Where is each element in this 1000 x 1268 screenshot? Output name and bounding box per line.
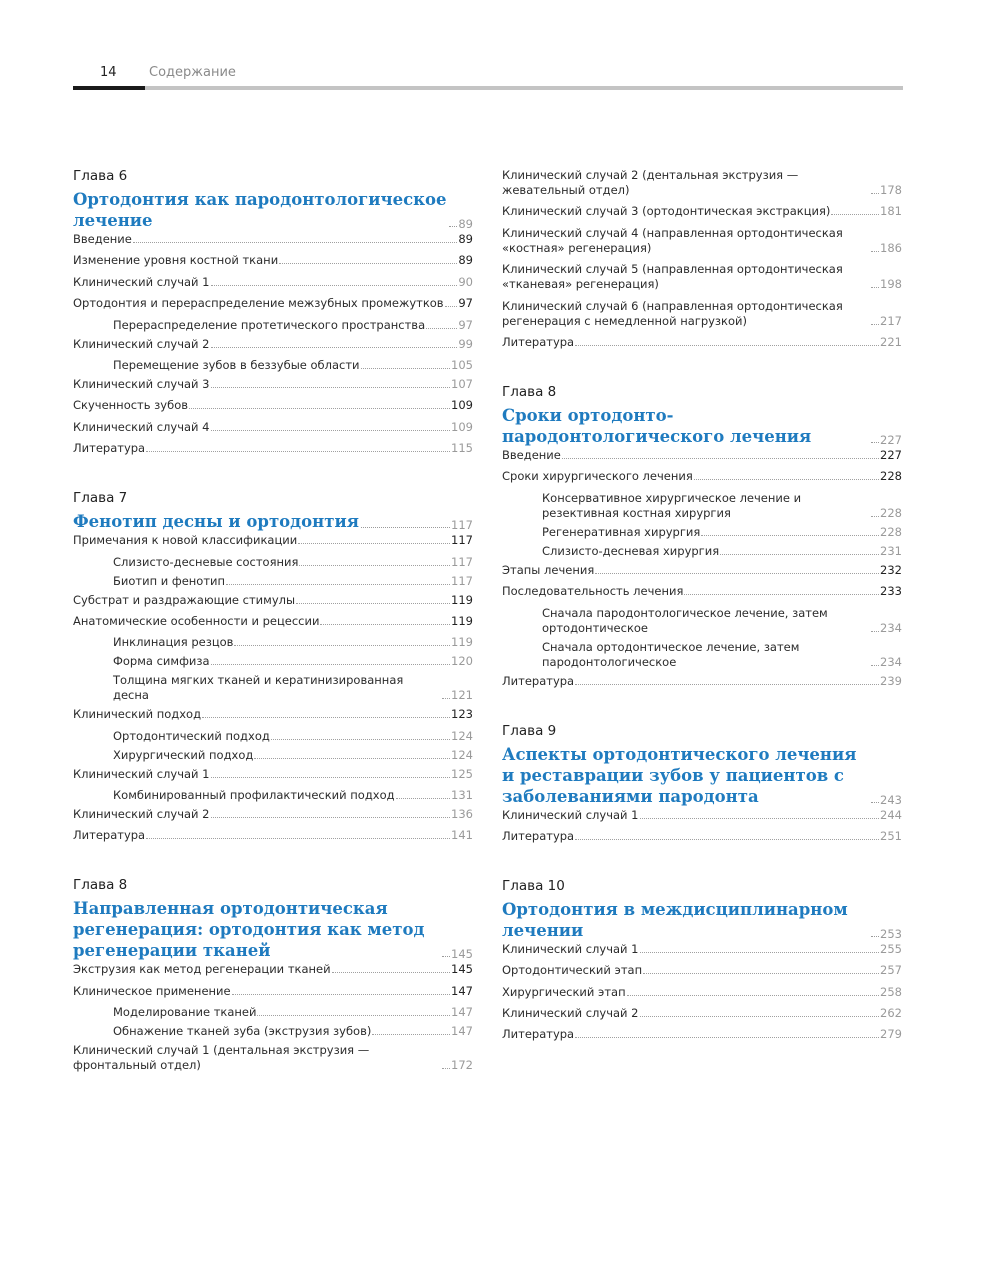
toc-entry-page: 105 [451, 357, 473, 372]
dot-leader [299, 565, 450, 566]
dot-leader [426, 328, 457, 329]
toc-entry[interactable] [73, 232, 473, 247]
toc-entry-title: Введение [73, 232, 132, 246]
toc-entry-title: Введение [502, 447, 561, 462]
toc-entry-title: Клинический случай 2 [73, 807, 210, 822]
chapter-block [73, 168, 473, 456]
dot-leader [296, 603, 450, 604]
toc-entry-title: Ортодонтический подход [113, 728, 270, 743]
toc-entry[interactable] [73, 984, 473, 999]
toc-entry-page: 123 [451, 707, 473, 722]
toc-entry[interactable] [73, 420, 473, 435]
toc-entry[interactable] [502, 168, 902, 198]
toc-entry-title: Перемещение зубов в беззубые области [113, 357, 360, 372]
dot-leader [871, 631, 879, 632]
toc-entry[interactable] [502, 299, 902, 329]
toc-entry-page: 234 [880, 620, 902, 635]
toc-entry-page: 99 [458, 336, 473, 351]
toc-entry-title: Клинический случай 6 (направленная ортодонтическая регенерация с немедленной нагрузкой) [502, 298, 843, 328]
dot-leader [202, 717, 450, 718]
toc-entry[interactable] [73, 337, 473, 352]
toc-entry[interactable] [73, 707, 473, 722]
dot-leader [320, 624, 450, 625]
dot-leader [372, 1034, 450, 1035]
chapter-title[interactable] [502, 899, 902, 941]
chapter-page-number: 89 [458, 217, 473, 231]
dot-leader [146, 451, 450, 452]
toc-entry-title: Клинический случай 2 [502, 1006, 639, 1021]
dot-leader [449, 226, 457, 227]
toc-entry-title: Литература [502, 334, 575, 349]
toc-entry[interactable] [73, 533, 473, 548]
chapter-label: Глава 8 [73, 877, 128, 894]
dot-leader [211, 664, 450, 665]
toc-entry-page: 172 [451, 1058, 473, 1073]
dot-leader [643, 973, 879, 974]
toc-entry-title: Клинический случай 1 [73, 766, 210, 781]
toc-entry-title: Клинический случай 3 (ортодонтическая экстракция) [502, 204, 831, 219]
chapter-title-text: Ортодонтия в междисциплинарном лечении [502, 899, 848, 940]
toc-entry-title: Перераспределение протетического пространства [113, 317, 426, 332]
toc-entry-page: 234 [880, 654, 902, 669]
toc-entry-page: 121 [451, 688, 473, 703]
toc-entry-title: Литература [73, 441, 146, 456]
toc-entry-page: 147 [451, 983, 473, 998]
toc-entry-page: 233 [880, 584, 902, 599]
toc-entry-title: Клинический случай 1 (дентальная экструзия — фронтальный отдел) [73, 1043, 370, 1073]
dot-leader [254, 758, 450, 759]
toc-entry[interactable] [73, 729, 473, 744]
dot-leader [640, 1016, 880, 1017]
chapter-page-number: 227 [880, 432, 902, 447]
dot-leader [211, 347, 458, 348]
dot-leader [442, 698, 450, 699]
dot-leader [298, 543, 450, 544]
toc-entry-page: 227 [880, 447, 902, 462]
toc-entry[interactable] [73, 275, 473, 290]
dot-leader [442, 956, 450, 957]
toc-entry-title: Клинический подход [73, 707, 202, 722]
toc-entry-page: 262 [880, 1006, 902, 1021]
dot-leader [871, 665, 879, 666]
chapter-title-text: Направленная ортодонтическая регенерация: ортодонтия как метод регенерации тканей [73, 899, 425, 961]
toc-entry[interactable] [73, 635, 473, 650]
toc-entry-page: 117 [451, 573, 473, 588]
toc-entry-page: 178 [880, 183, 902, 197]
toc-entry-page: 97 [458, 317, 473, 332]
dot-leader [595, 573, 879, 574]
dot-leader [271, 739, 450, 740]
toc-entry-page: 117 [451, 554, 473, 569]
toc-entry-title: Обнажение тканей зуба (экструзия зубов) [113, 1024, 372, 1039]
toc-entry-title: Инклинация резцов [113, 635, 234, 650]
toc-entry-title: Моделирование тканей [113, 1005, 257, 1020]
dot-leader [442, 1068, 450, 1069]
toc-column-right [502, 168, 902, 1076]
toc-entry-title: Экструзия как метод регенерации тканей [73, 962, 331, 977]
toc-entry[interactable] [502, 584, 902, 599]
toc-entry-title: Консервативное хирургическое лечение и резективная костная хирургия [542, 490, 802, 520]
chapter-title-text: Ортодонтия как пародонтологическое лечение [73, 190, 447, 230]
toc-entry-title: Сначала ортодонтическое лечение, затем пародонтологическое [542, 639, 800, 669]
toc-entry[interactable] [73, 828, 473, 843]
toc-entry[interactable] [73, 962, 473, 977]
toc-entry-title: Слизисто-десневая хирургия [542, 543, 720, 558]
toc-entry[interactable] [502, 963, 902, 978]
chapter-title[interactable] [73, 898, 473, 961]
dot-leader [871, 442, 879, 443]
toc-entry-title: Клинический случай 1 [502, 941, 639, 956]
chapter-block [73, 490, 473, 843]
toc-entry-page: 221 [880, 334, 902, 349]
toc-entry-page: 120 [451, 654, 473, 669]
chapter-page-number: 253 [880, 926, 902, 941]
toc-entry[interactable] [502, 226, 902, 256]
toc-entry-title: Субстрат и раздражающие стимулы [73, 592, 296, 607]
toc-entry[interactable] [73, 767, 473, 782]
toc-entry-page: 131 [451, 788, 473, 803]
page-number: 14 [100, 65, 117, 80]
toc-entry-page: 232 [880, 562, 902, 577]
toc-entry-title: Литература [502, 1027, 575, 1042]
toc-entry[interactable] [73, 555, 473, 570]
toc-entry-title: Сначала пародонтологическое лечение, затем ортодонтическое [542, 605, 828, 635]
toc-entry-page: 217 [880, 313, 902, 328]
toc-entry[interactable] [502, 469, 902, 484]
dot-leader [831, 214, 879, 215]
toc-entry-title: Изменение уровня костной ткани [73, 253, 279, 268]
toc-entry-title: Клинический случай 3 [73, 376, 210, 391]
toc-entry[interactable] [73, 788, 473, 803]
dot-leader [279, 263, 457, 264]
dot-leader [871, 287, 879, 288]
toc-entry-page: 124 [451, 747, 473, 762]
chapter-title-text: Сроки ортодонто-пародонтологического лечения [502, 405, 812, 446]
toc-entry[interactable] [502, 204, 902, 219]
toc-entry-title: Клинический случай 4 [73, 419, 210, 434]
toc-entry-title: Примечания к новой классификации [73, 533, 298, 548]
toc-entry-title: Ортодонтический этап [502, 963, 643, 978]
toc-entry[interactable] [73, 398, 473, 413]
dot-leader [575, 1037, 879, 1038]
toc-entry-title: Хирургический подход [113, 747, 254, 762]
toc-entry[interactable] [73, 574, 473, 589]
dot-leader [146, 838, 450, 839]
dot-leader [701, 535, 879, 536]
dot-leader [575, 839, 879, 840]
toc-entry-page: 228 [880, 524, 902, 539]
dot-leader [133, 242, 458, 243]
chapter-title[interactable] [73, 189, 473, 231]
chapter-label: Глава 7 [73, 490, 128, 507]
toc-entry-page: 117 [451, 533, 473, 548]
toc-entry-title: Последовательность лечения [502, 584, 684, 599]
toc-entry[interactable] [502, 640, 902, 670]
toc-entry-title: Литература [502, 828, 575, 843]
toc-entry-title: Клинический случай 5 (направленная ортодонтическая «тканевая» регенерация) [502, 262, 843, 292]
toc-entry-page: 136 [451, 807, 473, 822]
chapter-label: Глава 8 [502, 383, 557, 400]
chapter-block [502, 168, 902, 350]
toc-entry[interactable] [73, 673, 473, 703]
toc-entry-title: Литература [502, 673, 575, 688]
toc-entry-page: 124 [451, 728, 473, 743]
chapter-title-text: Фенотип десны и ортодонтия [73, 512, 359, 532]
toc-entry-page: 119 [451, 592, 473, 607]
toc-entry-title: Комбинированный профилактический подход [113, 788, 395, 803]
dot-leader [211, 285, 458, 286]
dot-leader [211, 817, 451, 818]
dot-leader [211, 387, 451, 388]
toc-entry-page: 255 [880, 941, 902, 956]
section-title: Содержание [149, 65, 236, 80]
toc-entry-title: Сроки хирургического лечения [502, 469, 693, 484]
header-rule-grey [145, 86, 903, 90]
toc-entry-page: 115 [451, 441, 473, 456]
dot-leader [640, 952, 880, 953]
toc-entry-title: Клинический случай 4 (направленная ортодонтическая «костная» регенерация) [502, 225, 843, 255]
chapter-page-number: 145 [451, 947, 473, 962]
dot-leader [234, 645, 450, 646]
toc-entry[interactable] [73, 593, 473, 608]
toc-entry-title: Анатомические особенности и рецессии [73, 613, 320, 628]
toc-entry-page: 90 [458, 274, 473, 289]
toc-entry-title: Хирургический этап [502, 984, 626, 999]
toc-entry[interactable] [73, 748, 473, 763]
toc-entry[interactable] [73, 318, 473, 333]
dot-leader [226, 584, 450, 585]
toc-entry-title: Клинический случай 1 [502, 807, 639, 822]
dot-leader [575, 684, 879, 685]
toc-entry-title: Скученность зубов [73, 398, 189, 413]
dot-leader [189, 408, 450, 409]
toc-entry-page: 109 [451, 419, 473, 434]
toc-entry-title: Толщина мягких тканей и кератинизированная десна [113, 673, 404, 703]
toc-entry[interactable] [73, 1024, 473, 1039]
toc-entry-page: 181 [880, 204, 902, 219]
dot-leader [361, 527, 450, 528]
dot-leader [871, 251, 879, 252]
toc-entry-page: 147 [451, 1005, 473, 1020]
chapter-title[interactable] [73, 511, 473, 532]
dot-leader [232, 994, 450, 995]
toc-column-left [73, 168, 473, 1107]
dot-leader [396, 798, 450, 799]
chapter-page-number: 117 [451, 518, 473, 533]
toc-entry-page: 279 [880, 1027, 902, 1042]
dot-leader [257, 1015, 450, 1016]
toc-entry-page: 239 [880, 673, 902, 688]
toc-entry-page: 244 [880, 807, 902, 822]
toc-entry[interactable] [73, 253, 473, 268]
toc-entry-page: 228 [880, 469, 902, 484]
toc-entry-title: Слизисто-десневые состояния [113, 554, 299, 569]
chapter-title[interactable] [502, 744, 902, 807]
dot-leader [211, 777, 451, 778]
chapter-title[interactable] [502, 405, 902, 447]
toc-entry-title: Клинический случай 2 [73, 336, 210, 351]
dot-leader [211, 430, 451, 431]
toc-entry[interactable] [502, 563, 902, 578]
chapter-block [502, 723, 902, 844]
toc-entry[interactable] [502, 808, 902, 823]
toc-entry[interactable] [502, 448, 902, 463]
dot-leader [445, 306, 458, 307]
toc-entry-page: 109 [451, 398, 473, 413]
toc-entry[interactable] [502, 1027, 902, 1042]
dot-leader [720, 554, 879, 555]
dot-leader [684, 594, 879, 595]
toc-entry-title: Ортодонтия и перераспределение межзубных промежутков [73, 296, 444, 311]
dot-leader [694, 479, 879, 480]
toc-entry-title: Биотип и фенотип [113, 573, 226, 588]
dot-leader [871, 936, 879, 937]
toc-entry-title: Клинический случай 1 [73, 274, 210, 289]
toc-entry-page: 231 [880, 543, 902, 558]
toc-entry[interactable] [502, 985, 902, 1000]
toc-entry[interactable] [73, 654, 473, 669]
toc-entry[interactable] [502, 544, 902, 559]
toc-entry-page: 258 [880, 984, 902, 999]
chapter-block [73, 877, 473, 1073]
toc-entry[interactable] [502, 942, 902, 957]
toc-entry-page: 97 [458, 296, 473, 311]
toc-entry-page: 145 [451, 962, 473, 977]
toc-entry[interactable] [502, 335, 902, 350]
toc-entry-page: 186 [880, 240, 902, 255]
dot-leader [640, 818, 880, 819]
dot-leader [361, 368, 451, 369]
toc-entry-page: 141 [451, 828, 473, 843]
toc-entry-page: 89 [458, 232, 473, 246]
toc-entry-page: 257 [880, 963, 902, 978]
toc-entry-title: Литература [73, 828, 146, 843]
toc-entry[interactable] [502, 262, 902, 292]
chapter-label: Глава 9 [502, 722, 557, 739]
toc-entry[interactable] [502, 829, 902, 844]
header-rule-dark [73, 86, 145, 90]
toc-entry-page: 198 [880, 277, 902, 292]
dot-leader [332, 972, 450, 973]
toc-entry-page: 119 [451, 635, 473, 650]
toc-entry-page: 228 [880, 505, 902, 520]
toc-entry[interactable] [73, 807, 473, 822]
dot-leader [575, 345, 879, 346]
dot-leader [871, 324, 879, 325]
toc-entry-title: Регенеративная хирургия [542, 524, 701, 539]
toc-entry-title: Клиническое применение [73, 983, 231, 998]
chapter-title-text: Аспекты ортодонтического лечения и реставрации зубов у пациентов с заболеваниями пародонта [502, 744, 857, 806]
toc-entry[interactable] [73, 1005, 473, 1020]
chapter-label: Глава 10 [502, 877, 565, 894]
toc-entry-title: Форма симфиза [113, 654, 210, 669]
chapter-label: Глава 6 [73, 168, 128, 184]
toc-entry-page: 147 [451, 1024, 473, 1039]
dot-leader [562, 458, 879, 459]
toc-entry-page: 125 [451, 766, 473, 781]
toc-entry[interactable] [502, 491, 902, 521]
toc-entry-page: 251 [880, 828, 902, 843]
toc-entry[interactable] [73, 1043, 473, 1073]
toc-entry-page: 89 [458, 253, 473, 268]
toc-entry[interactable] [73, 358, 473, 373]
dot-leader [871, 516, 879, 517]
dot-leader [871, 802, 879, 803]
toc-entry[interactable] [502, 525, 902, 540]
toc-entry[interactable] [73, 441, 473, 456]
toc-entry-title: Клинический случай 2 (дентальная экструзия — жевательный отдел) [502, 168, 799, 197]
toc-entry[interactable] [502, 606, 902, 636]
chapter-page-number: 243 [880, 792, 902, 807]
toc-entry[interactable] [73, 296, 473, 311]
toc-entry-page: 107 [451, 376, 473, 391]
dot-leader [871, 193, 879, 194]
toc-entry[interactable] [502, 1006, 902, 1021]
toc-entry-title: Этапы лечения [502, 562, 595, 577]
toc-entry[interactable] [73, 614, 473, 629]
toc-entry[interactable] [73, 377, 473, 392]
toc-entry[interactable] [502, 674, 902, 689]
dot-leader [627, 995, 879, 996]
chapter-block [502, 878, 902, 1043]
toc-entry-page: 119 [451, 613, 473, 628]
chapter-block [502, 384, 902, 689]
